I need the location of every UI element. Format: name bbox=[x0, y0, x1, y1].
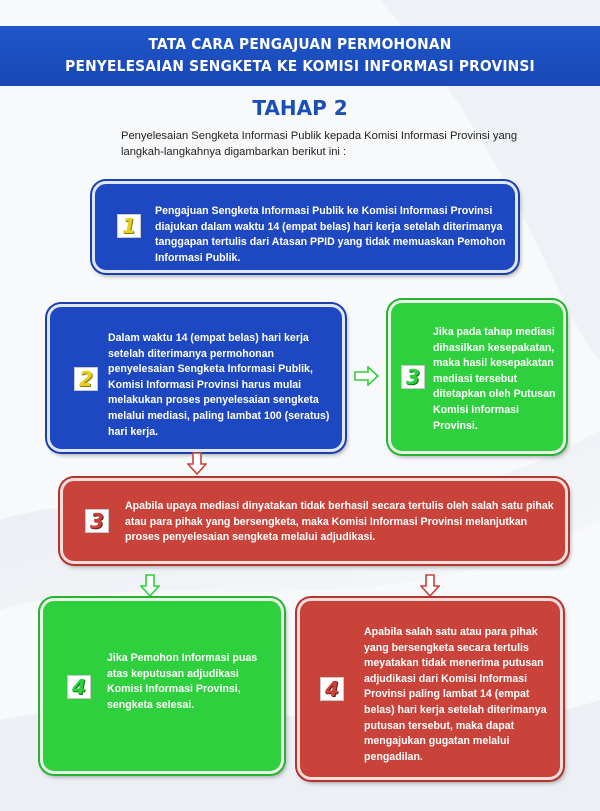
step-3-red-number-badge: 3 bbox=[85, 509, 109, 533]
arrow-down-left-icon bbox=[140, 574, 160, 598]
step-3-red-text: Apabila upaya mediasi dinyatakan tidak berhasil secara tertulis oleh salah satu pihak atau para pihak yang bersengketa, maka Komisi Informasi Provinsi melanjutkan proses penyelesaian sengketa melalui adjudikasi. bbox=[125, 500, 554, 544]
step-3-mediation-failed-box bbox=[60, 478, 568, 564]
step-4-red-number-badge: 4 bbox=[320, 677, 344, 701]
arrow-down-icon bbox=[187, 452, 207, 476]
step-4-green-number-badge: 4 bbox=[67, 675, 91, 699]
step-4-red-text: Apabila salah satu atau para pihak yang bersengketa secara tertulis meyatakan tidak menerima putusan adjudikasi dari Komisi Informasi Provinsi paling lambat 14 (empat belas) hari kerja setelah diterimanya putusan tersebut, maka dapat mengajukan gugatan melalui pengadilan. bbox=[364, 626, 547, 763]
step-1-number-badge: 1 bbox=[117, 214, 141, 238]
step-4-green-text: Jika Pemohon Informasi puas atas keputusan adjudikasi Komisi Informasi Provinsi, sengketa selesai. bbox=[107, 652, 258, 711]
intro-text: Penyelesaian Sengketa Informasi Publik kepada Komisi Informasi Provinsi yang langkah-langkahnya digambarkan berikut ini : bbox=[121, 130, 518, 158]
step-2-number-badge: 2 bbox=[74, 367, 98, 391]
step-3-green-number-badge: 3 bbox=[401, 365, 425, 389]
step-3-mediation-success-box bbox=[388, 300, 566, 454]
stage-label: TAHAP 2 bbox=[252, 96, 348, 120]
step-4-satisfied-box bbox=[40, 598, 284, 774]
step-1-text: Pengajuan Sengketa Informasi Publik ke Komisi Informasi Provinsi diajukan dalam waktu 14 (empat belas) hari kerja setelah diterimanya tanggapan tertulis dari Atasan PPID yang tidak memuaskan Pemohon Informasi Publik. bbox=[155, 205, 506, 264]
step-2-text: Dalam waktu 14 (empat belas) hari kerja setelah diterimanya permohonan penyelesaian Sengketa Informasi Publik, Komisi Informasi Provinsi harus mulai melakukan proses penyelesaian sengketa melalui mediasi, paling lambat 100 (seratus) hari kerja. bbox=[108, 332, 330, 438]
step-4-lawsuit-box bbox=[297, 598, 563, 780]
step-3-green-text: Jika pada tahap mediasi dihasilkan kesepakatan, maka hasil kesepakatan mediasi tersebut ditetapkan oleh Putusan Komisi Informasi Provinsi. bbox=[433, 326, 556, 432]
arrow-down-right-icon bbox=[420, 574, 440, 598]
step-1-box bbox=[92, 181, 518, 273]
title-line-2: PENYELESAIAN SENGKETA KE KOMISI INFORMASI PROVINSI bbox=[65, 57, 535, 75]
arrow-right-icon bbox=[354, 366, 380, 386]
title-line-1: TATA CARA PENGAJUAN PERMOHONAN bbox=[148, 35, 452, 53]
title-banner bbox=[0, 26, 600, 86]
step-2-box bbox=[47, 304, 345, 452]
